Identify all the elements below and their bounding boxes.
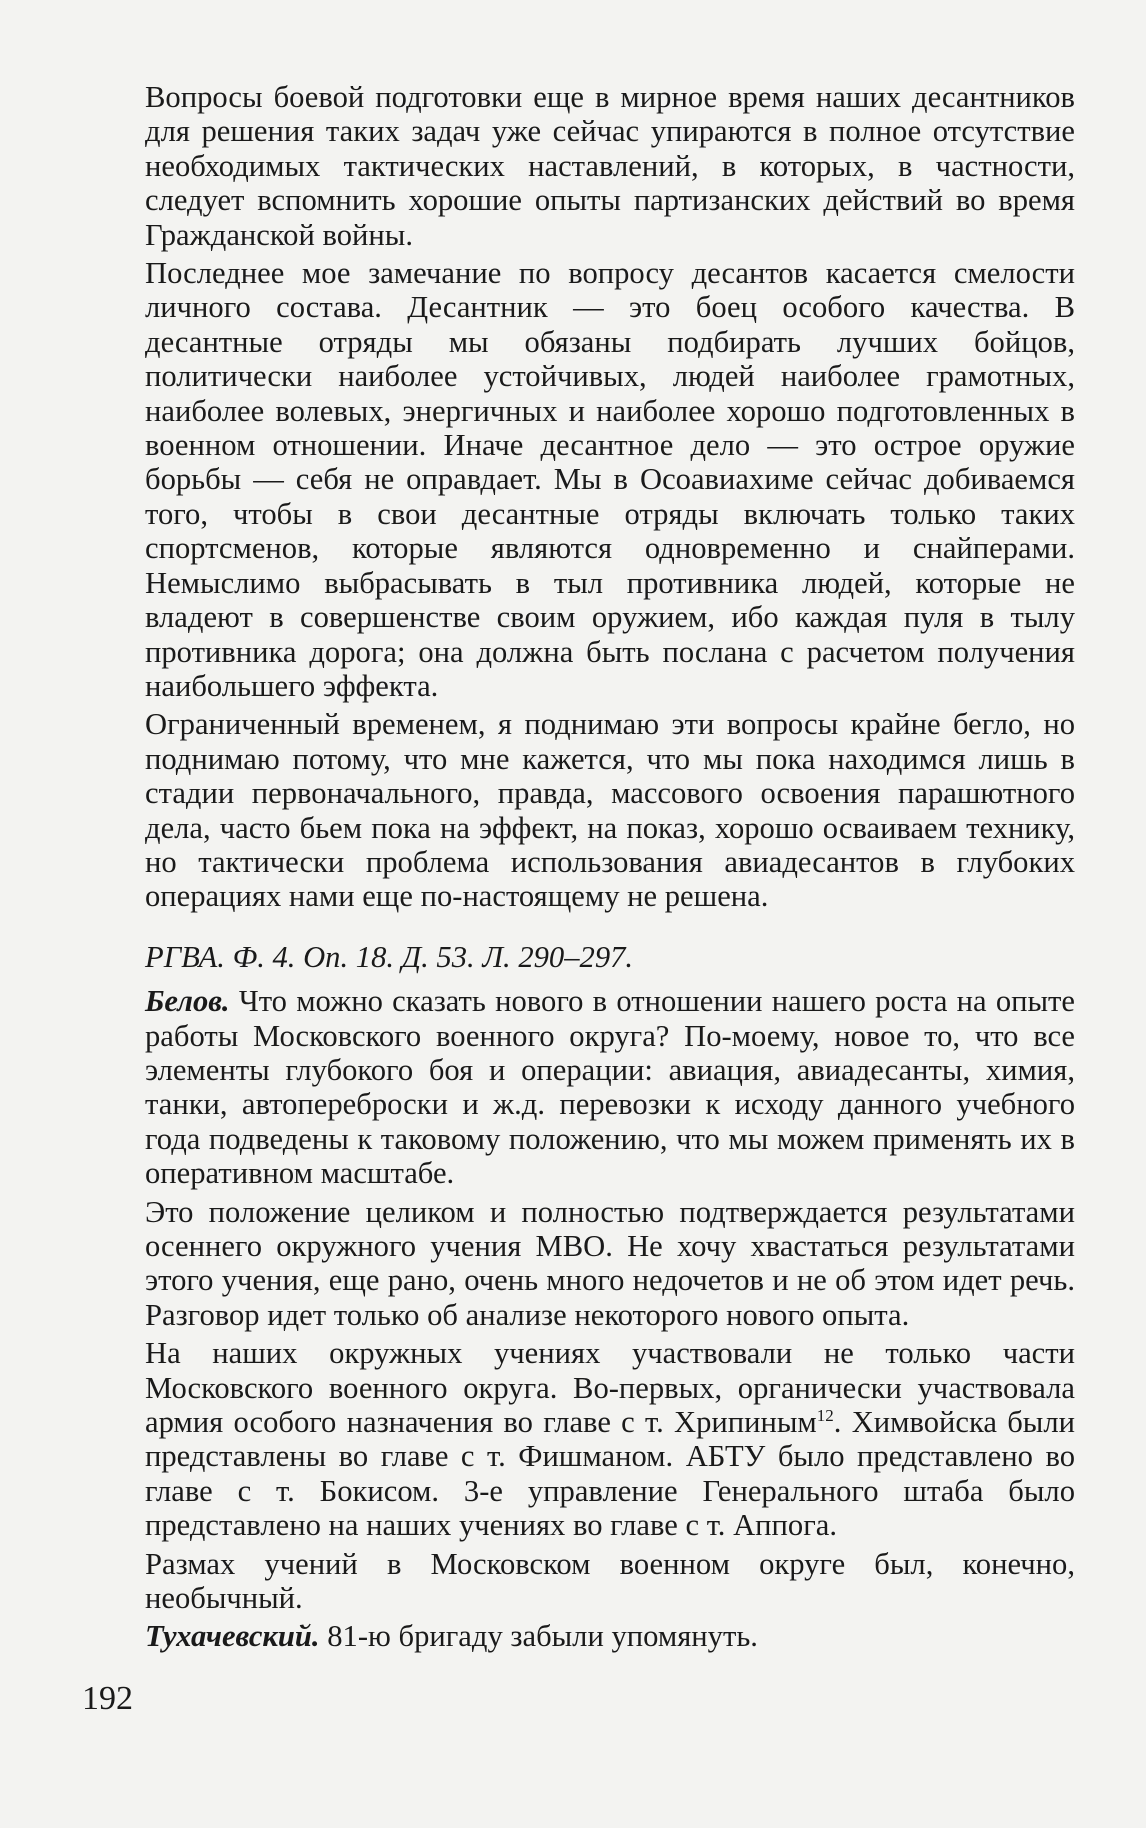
paragraph-5: Это положение целиком и полностью подтверждается результатами осеннего окружного учения МВО. Не хочу хвастаться результатами этого учения, еще рано, очень много недочетов и не об этом идет речь. Разговор идет только об анализе некоторого нового опыта. — [145, 1194, 1075, 1332]
paragraph-7: Размах учений в Московском военном округе был, конечно, необычный. — [145, 1546, 1075, 1616]
paragraph-1: Вопросы боевой подготовки еще в мирное время наших десантников для решения таких задач уже сейчас упираются в полное отсутствие необходимых тактических наставлений, в которых, в частности, следует вспомнить хорошие опыты партизанских действий во время Гражданской войны. — [145, 80, 1075, 252]
paragraph-tukhachevsky — [145, 1619, 1075, 1653]
paragraph-3: Ограниченный временем, я поднимаю эти вопросы крайне бегло, но поднимаю потому, что мне кажется, что мы пока находимся лишь в стадии первоначального, правда, массового освоения парашютного дела, часто бьем пока на эффект, на показ, хорошо осваиваем технику, но тактически проблема использования авиадесантов в глубоких операциях нами еще по-настоящему не решена. — [145, 707, 1075, 914]
paragraph-2: Последнее мое замечание по вопросу десантов касается смелости личного состава. Десантник — это боец особого качества. В десантные отряды мы обязаны подбирать лучших бойцов, политически наиболее устойчивых, людей наиболее грамотных, наиболее волевых, энергичных и наиболее хорошо подготовленных в военном отношении. Иначе десантное дело — это острое оружие борьбы — себя не оправдает. Мы в Осоавиахиме сейчас добиваемся того, чтобы в свои десантные отряды включать только таких спортсменов, которые являются одновременно и снайперами. Немыслимо выбрасывать в тыл противника людей, которые не владеют в совершенстве своим оружием, ибо каждая пуля в тылу противника дорога; она должна быть послана с расчетом получения наибольшего эффекта. — [145, 256, 1075, 703]
archive-source-reference: РГВА. Ф. 4. Оп. 18. Д. 53. Л. 290–297. — [145, 939, 634, 974]
belov-text: Что можно сказать нового в отношении нашего роста на опыте работы Московского военного округа? По-моему, новое то, что все элементы глубокого боя и операции: авиация, авиадесанты, химия, танки, автопереброски и ж.д. перевозки к исходу данного учебного года подведены к таковому положению, что мы можем применять их в оперативном масштабе. — [145, 984, 1075, 1191]
p6-text-after-footnote: . Химвойска были представлены во главе с т. Фишманом. АБТУ было представлено во главе с т. Бокисом. 3-е управление Генерального штаба было представлено на наших учениях во главе с т. Аппога. — [145, 1405, 1075, 1543]
speaker-tukhachevsky: Тухачевский. — [145, 1619, 320, 1654]
page-number: 192 — [82, 1680, 133, 1717]
paragraph-belov — [145, 984, 1075, 1190]
page-body — [145, 80, 1075, 1654]
p6-text-before-footnote: На наших окружных учениях участвовали не только части Московского военного округа. Во-первых, органически участвовала армия особого назначения во главе с т. Хрипиным — [145, 1336, 1075, 1440]
speaker-belov: Белов. — [145, 984, 230, 1019]
tukhachevsky-text: 81-ю бригаду забыли упомянуть. — [319, 1619, 758, 1654]
paragraph-6 — [145, 1336, 1075, 1542]
footnote-marker: 12 — [816, 1405, 834, 1425]
